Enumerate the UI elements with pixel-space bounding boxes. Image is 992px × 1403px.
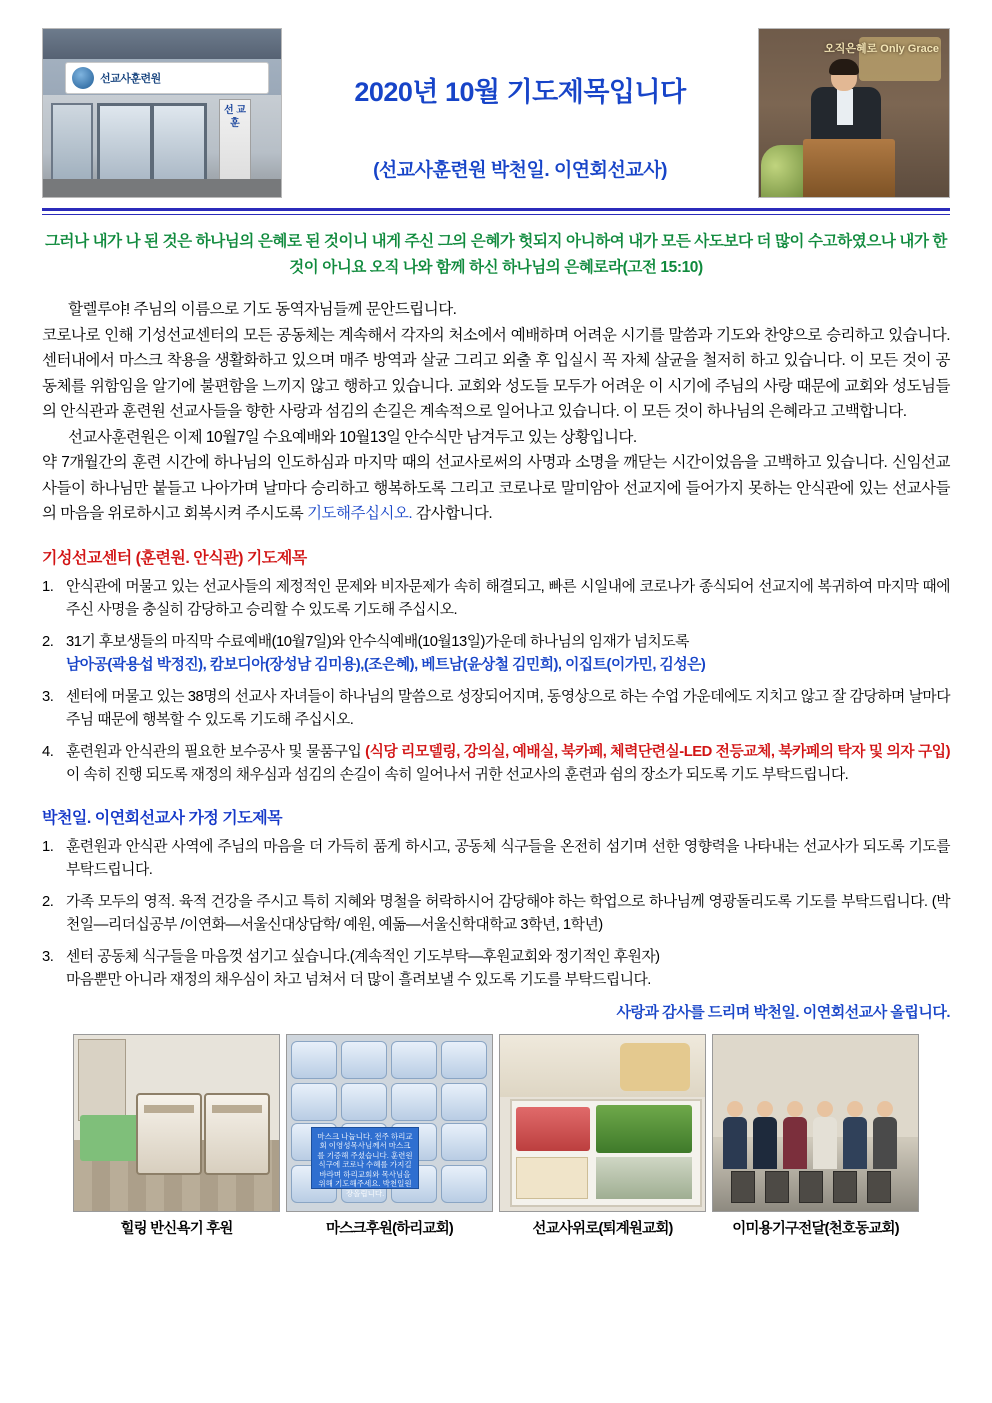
gift-bag (833, 1171, 857, 1203)
person (873, 1101, 897, 1169)
gift-bag (731, 1171, 755, 1203)
mask-bag (441, 1123, 487, 1161)
person (783, 1101, 807, 1169)
building-roof (43, 29, 281, 59)
mask-bag (391, 1041, 437, 1079)
header-divider (42, 208, 950, 215)
person (723, 1101, 747, 1169)
person-body (753, 1117, 777, 1169)
fish-pack (596, 1157, 692, 1199)
list-item (42, 631, 950, 677)
pulpit (803, 139, 895, 197)
list-item-text (66, 741, 950, 787)
building-entrance-door (97, 103, 207, 187)
list-item-text-a: 훈련원과 안식관의 필요한 보수공사 및 물품구입 (66, 743, 366, 760)
list-item-sub: 마음뿐만 아니라 재정의 채우심이 차고 넘쳐서 더 많이 흘려보낼 수 있도록 기도를 부탁드립니다. (66, 971, 651, 988)
header (42, 28, 950, 200)
list-item-number: 4. (42, 743, 54, 760)
list-item (42, 686, 950, 732)
facility-repair-highlight: (식당 리모델링, 강의실, 예배실, 북카페, 체력단련실-LED 전등교체, 북카페의 탁자 및 의자 구입) (365, 743, 950, 760)
list-item-main: 센터 공동체 식구들을 마음껏 섬기고 싶습니다.(계속적인 기도부탁―후원교회와 정기적인 후원자) (66, 948, 660, 965)
missionary-name-list: 남아공(곽용섭 박정진), 캄보디아(장성남 김미용),(조은혜), 베트남(윤상철 김민희), 이집트(이가민, 김성은) (66, 656, 706, 673)
building-banner: 선 교 훈 (219, 99, 251, 181)
gift-bag (799, 1171, 823, 1203)
church-logo-icon (72, 67, 94, 89)
photo-food-gift (499, 1034, 706, 1212)
person (753, 1101, 777, 1169)
person-head (757, 1101, 773, 1117)
mask-bag (441, 1165, 487, 1203)
list-item-main: 31기 후보생들의 마직막 수료예배(10월7일)와 안수식예배(10월13일)가운데 하나님의 임재가 넘치도록 (66, 633, 689, 650)
gallery-caption: 선교사위로(퇴계원교회) (532, 1220, 673, 1237)
list-item-number: 1. (42, 578, 54, 595)
building-ground (43, 179, 281, 197)
person-body (723, 1117, 747, 1169)
list-item (42, 891, 950, 937)
photo-mask-donation (286, 1034, 493, 1212)
gift-bag (867, 1171, 891, 1203)
mask-bag (391, 1083, 437, 1121)
person (813, 1101, 837, 1169)
gallery-item (73, 1034, 280, 1238)
bath-tub (136, 1093, 202, 1175)
body-paragraph-2: 코로나로 인해 기성선교센터의 모든 공동체는 계속해서 각자의 처소에서 예배하며 어려운 시기를 말씀과 기도와 찬양으로 승리하고 있습니다. 센터내에서 마스크 착용을 생활화하고 있으며 매주 방역과 살균 그리고 외출 후 입실시 꼭 자체 살균을 철저히 하고 있습니다. 이 모든 것이 공동체를 위함임을 알기에 불편함을 느끼지 않고 행하고 있습니다. 교회와 성도들 모두가 어려운 이 시기에 주님의 사랑 때문에 교회와 성도님들의 안식관과 훈련원 선교사들을 향한 사랑과 섬김의 손길은 계속적으로 일어나고 있습니다. 이 모든 것이 하나님의 은혜라고 고백합니다. (42, 326, 950, 420)
person-head (817, 1101, 833, 1117)
person-head (877, 1101, 893, 1117)
list-item-text: 훈련원과 안식관 사역에 주님의 마음을 더 가득히 품게 하시고, 공동체 식구들을 온전히 섬기며 선한 영향력을 나타내는 선교사가 되도록 기도를 부탁드립니다. (66, 838, 950, 878)
food-bowl (620, 1043, 690, 1091)
photo-overlay-text: 오직은혜로 Only Grace (824, 43, 939, 55)
photo-group-donation (712, 1034, 919, 1212)
body-paragraph-3c: 감사합니다. (412, 505, 493, 522)
preacher-shirt (837, 89, 853, 125)
person-body (783, 1117, 807, 1169)
list-item-number: 2. (42, 893, 54, 910)
gallery-item (286, 1034, 493, 1238)
room-door (78, 1039, 126, 1121)
list-item (42, 576, 950, 622)
list-item-text-b: 이 속히 진행 되도록 재정의 채우심과 섬김의 손길이 속히 일어나서 귀한 선교사의 훈련과 쉼의 장소가 되도록 기도 부탁드립니다. (66, 766, 849, 783)
list-item (42, 946, 950, 992)
list-item-text (66, 946, 950, 992)
body-paragraph-3a: 선교사훈련원은 이제 10월7일 수요예배와 10월13일 안수식만 남겨두고 있는 상황입니다. (68, 428, 637, 446)
photo-bath-tubs (73, 1034, 280, 1212)
mask-bag (441, 1041, 487, 1079)
list-item-text: 안식관에 머물고 있는 선교사들의 제정적인 문제와 비자문제가 속히 해결되고, 빠른 시일내에 코로나가 종식되어 선교지에 복귀하여 마지막 때에 주신 사명을 충실히 감당하고 승리할 수 있도록 기도해 주십시오. (66, 578, 950, 618)
body-paragraph-3b-text: 약 7개월간의 훈련 시간에 하나님의 인도하심과 마지막 때의 선교사로써의 사명과 소명을 깨닫는 시간이었음을 고백하고 있습니다. 신임선교사들이 하나님만 붙들고 나아가며 날마다 승리하고 행복하도록 그리고 코로나로 말미암아 선교지에 들어가지 못하는 안식관에 있는 선교사들의 마음을 위로하시고 회복시켜 주시도록 (42, 454, 950, 522)
photo-gallery (42, 1034, 950, 1238)
bath-tub (204, 1093, 270, 1175)
person-head (727, 1101, 743, 1117)
egg-pack (516, 1157, 588, 1199)
person-head (847, 1101, 863, 1117)
body-paragraph-1: 할렐루야! 주님의 이름으로 기도 동역자님들께 문안드립니다. (68, 301, 457, 318)
gift-bag (765, 1171, 789, 1203)
person-body (813, 1117, 837, 1169)
list-item-number: 2. (42, 633, 54, 650)
section-title-center-prayer: 기성선교센터 (훈련원. 안식관) 기도제목 (42, 549, 307, 567)
mask-bag (341, 1041, 387, 1079)
list-item-text: 센터에 머물고 있는 38명의 선교사 자녀들이 하나님의 말씀으로 성장되어지며, 동영상으로 하는 수업 가운데에도 지치고 않고 잘 감당하며 날마다 주님 때문에 행복할 수 있도록 기도해 주십시오. (66, 688, 950, 728)
person-head (787, 1101, 803, 1117)
mask-bag (441, 1083, 487, 1121)
building-side-window (51, 103, 93, 185)
header-titles (292, 28, 748, 182)
bible-verse: 그러나 내가 나 된 것은 하나님의 은혜로 된 것이니 내게 주신 그의 은혜가 헛되지 아니하여 내가 모든 사도보다 더 많이 수고하였으나 내가 한 것이 아니요 오직 나와 함께 하신 하나님의 은혜로라(고전 15:10) (44, 233, 948, 276)
list-item (42, 836, 950, 882)
letter-body (42, 297, 950, 527)
list-item-text (66, 631, 950, 677)
vegetable-pack (596, 1105, 692, 1153)
closing-signature: 사랑과 감사를 드리며 박천일. 이연회선교사 올립니다. (616, 1003, 950, 1021)
list-item-text: 가족 모두의 영적. 육적 건강을 주시고 특히 지혜와 명철을 허락하시어 감당해야 하는 학업으로 하나님께 영광돌리도록 기도를 부탁드립니다. (박천일―리더십공부 /이연화―서울신대상담학/ 예원, 예돎―서울신학대학교 3학년, 1학년) (66, 893, 950, 933)
list-item (42, 741, 950, 787)
gallery-caption: 힐링 반신욕기 후원 (120, 1220, 233, 1237)
person-body (843, 1117, 867, 1169)
prayer-list-center (42, 576, 950, 787)
gallery-caption: 이미용기구전달(천호동교회) (732, 1220, 899, 1237)
prayer-request-link[interactable]: 기도해주십시오. (307, 505, 413, 522)
list-item-number: 3. (42, 688, 54, 705)
preacher-hair (829, 59, 859, 75)
mask-bag (291, 1083, 337, 1121)
building-sign (65, 62, 269, 94)
gallery-caption: 마스크후원(하리교회) (326, 1220, 453, 1237)
flower-decoration (761, 145, 809, 197)
page-title: 2020년 10월 기도제목입니다 (354, 77, 686, 107)
person-body (873, 1117, 897, 1169)
meat-pack (516, 1107, 590, 1151)
page-subtitle: (선교사훈련원 박천일. 이연회선교사) (373, 160, 667, 181)
gallery-item (712, 1034, 919, 1238)
mask-bag (341, 1083, 387, 1121)
mask-donation-note: 마스크 나눕니다. 전주 하리교회 이영성목사님께서 마스크를 기증해 주셨습니다. 훈련원 식구에 코로나 수혜를 가지길 바라며 하리교회와 목사님을 위해 기도해주세요. 박천일원장올립니다. (311, 1127, 419, 1189)
list-item-number: 1. (42, 838, 54, 855)
mask-bag-row (287, 1037, 492, 1125)
photo-preacher (758, 28, 950, 198)
body-paragraph-3b (42, 450, 950, 527)
prayer-list-family (42, 836, 950, 992)
gallery-item (499, 1034, 706, 1238)
section-title-family-prayer: 박천일. 이연회선교사 가정 기도제목 (42, 809, 283, 827)
list-item-number: 3. (42, 948, 54, 965)
person (843, 1101, 867, 1169)
photo-training-center-building (42, 28, 282, 198)
building-sign-text: 선교사훈련원 (100, 73, 161, 85)
mask-bag (291, 1041, 337, 1079)
